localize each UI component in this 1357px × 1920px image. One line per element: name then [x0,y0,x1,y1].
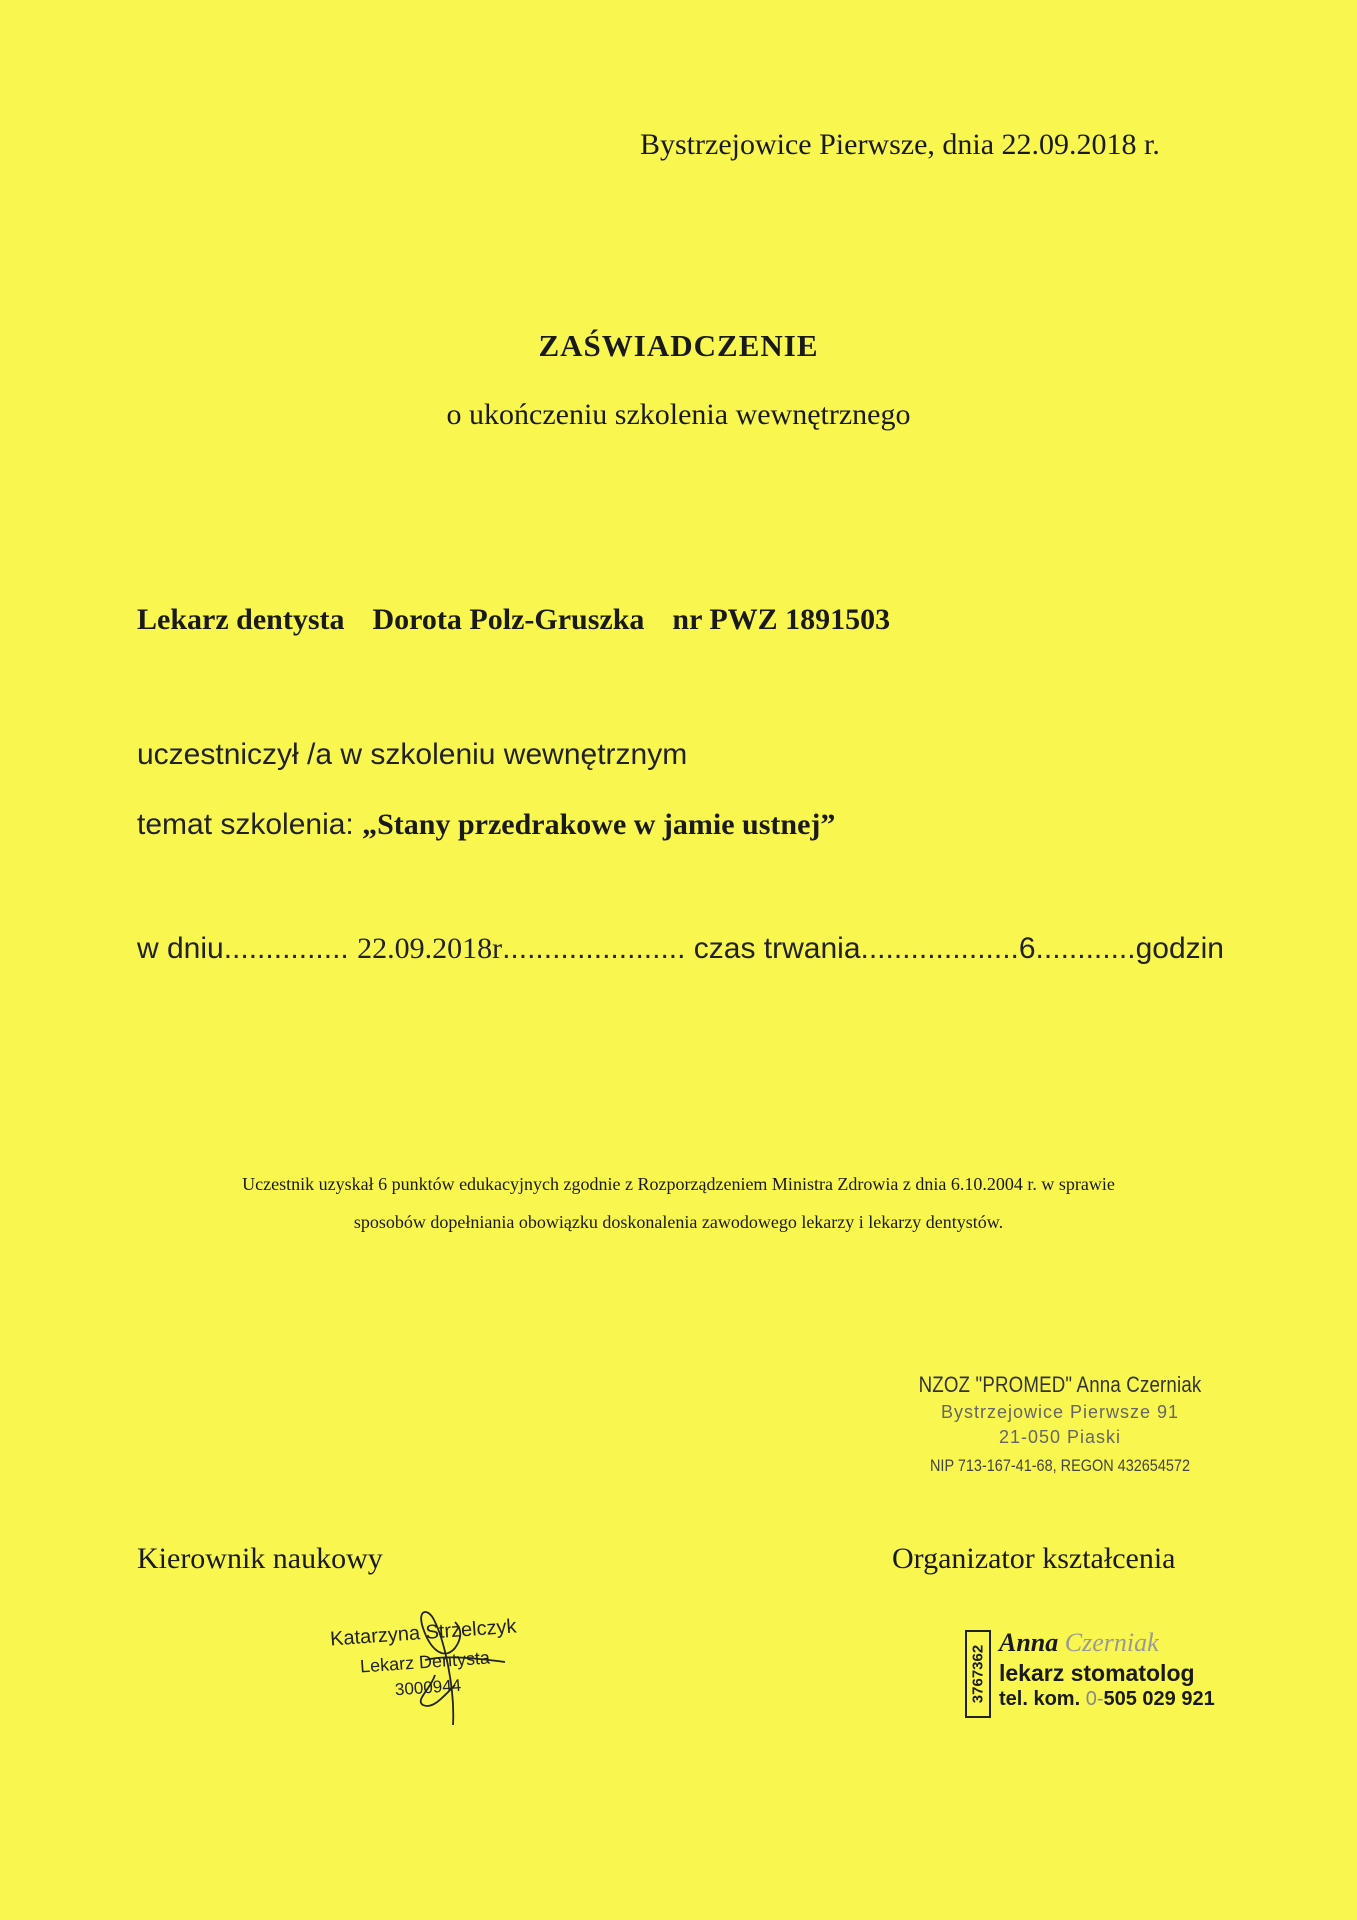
training-topic: „Stany przedrakowe w jamie ustnej” [362,808,836,841]
participant-pwz: nr PWZ 1891503 [672,603,891,636]
training-organizer-label: Organizator kształcenia [892,1542,1176,1575]
stamp-org-name: NZOZ "PROMED" Anna Czerniak [918,1372,1202,1397]
document-title: ZAŚWIADCZENIE [538,328,819,363]
stamp-address: Bystrzejowice Pierwsze 91 [940,1402,1180,1422]
organizer-signature-stamp [965,1628,1225,1718]
date-duration-line [137,932,1224,966]
training-topic-line [137,808,835,842]
document-subtitle: o ukończeniu szkolenia wewnętrznego [446,398,911,431]
stamp-postal: 21-050 Piaski [998,1427,1122,1447]
participation-statement: uczestniczył /a w szkoleniu wewnętrznym [137,738,688,771]
stamp-left-title: Lekarz Dentysta [359,1647,491,1677]
duration-text: ...................... czas trwania...................6............godzin [502,932,1224,965]
points-note-line-2: sposobów dopełniania obowiązku doskonalenia zawodowego lekarzy i lekarzy dentystów. [353,1212,1004,1232]
participant-name: Dorota Polz-Gruszka [372,603,645,636]
scientific-director-label: Kierownik naukowy [137,1542,383,1575]
stamp-nip-regon: NIP 713-167-41-68, REGON 432654572 [929,1456,1190,1475]
stamp-right-title: lekarz stomatolog [999,1660,1195,1686]
participant-line [137,603,890,637]
stamp-right-phone: tel. kom. 0-505 029 921 [999,1688,1215,1710]
training-date: 22.09.2018r [357,932,503,965]
organizer-stamp [880,1372,1240,1476]
stamp-right-name: Anna Czerniak [999,1628,1159,1657]
participant-profession: Lekarz dentysta [137,603,345,636]
stamp-left-number: 3000944 [394,1675,462,1700]
stamp-code-box: 3767362 [965,1630,991,1718]
stamp-left-name: Katarzyna Strzelczyk [329,1615,518,1651]
scientific-director-stamp [305,1600,595,1740]
date-label: w dniu............... [137,932,358,965]
place-and-date: Bystrzejowice Pierwsze, dnia 22.09.2018 r. [640,128,1160,161]
points-note-line-1: Uczestnik uzyskał 6 punktów edukacyjnych zgodnie z Rozporządzeniem Ministra Zdrowia z dnia 6.10.2004 r. w sprawie [242,1174,1115,1194]
topic-label: temat szkolenia: [137,808,363,841]
